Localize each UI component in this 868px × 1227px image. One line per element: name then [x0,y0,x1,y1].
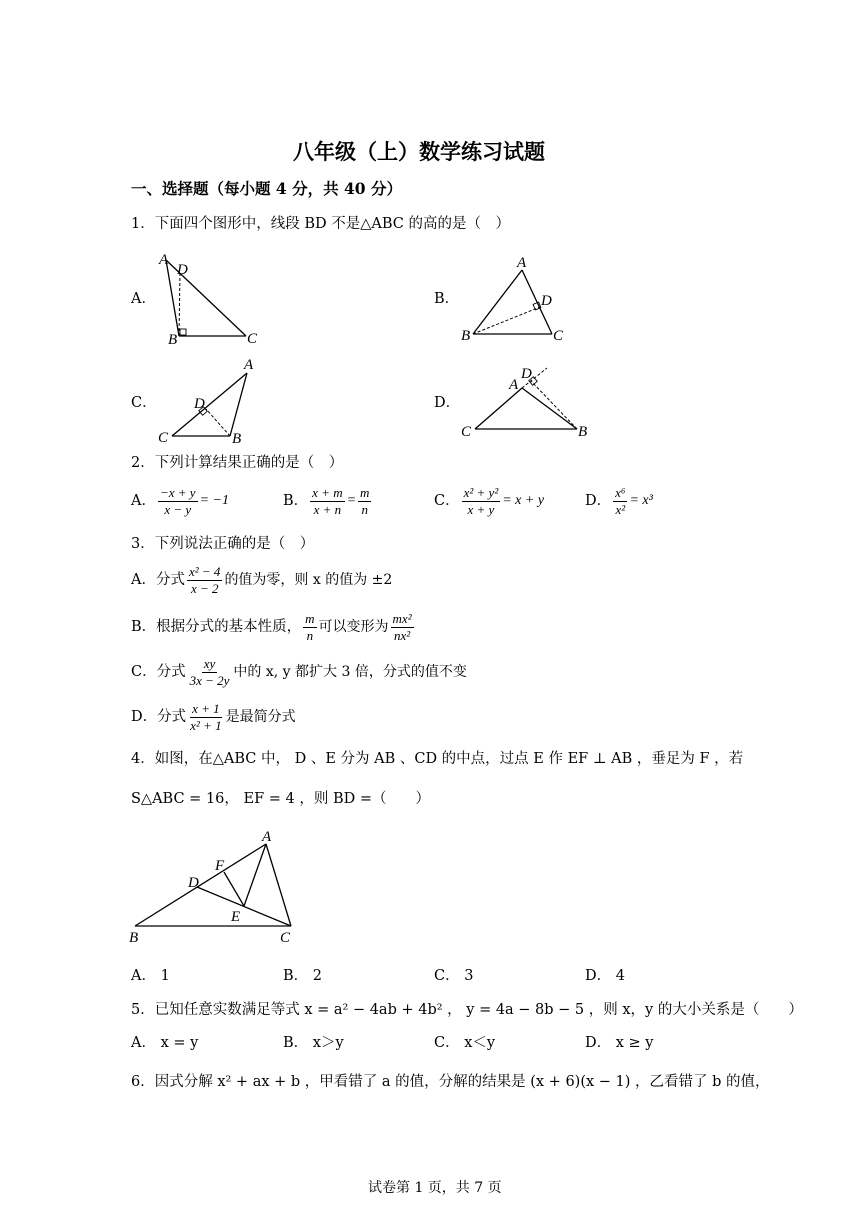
q4-option-b[interactable]: B． 2 [283,968,322,984]
q1-figure-b [455,250,575,350]
q3-option-a[interactable] [131,565,392,595]
question-6-stem: 6．因式分解 x² + ax + b ，甲看错了 a 的值，分解的结果是 (x + 6)(x − 1) ，乙看错了 b 的值， [131,1074,770,1090]
q3c-post: 中的 x, y 都扩大 3 倍，分式的值不变 [233,664,467,681]
q2d-numerator: x⁶ [615,485,626,500]
q2a-rest: = −1 [199,493,229,509]
q1a-label-a: A [159,252,169,268]
q3c-pre: C．分式 [131,663,186,680]
q1d-label-d: D [521,366,532,382]
q1a-label-d: D [177,262,188,278]
q2-option-d[interactable] [585,486,653,516]
q2-option-c[interactable] [434,486,544,516]
q3d-numerator: x + 1 [192,701,220,716]
q2b-label: B． [283,492,309,509]
q2c-label: C． [434,492,460,509]
q5-option-c[interactable]: C． x＜y [434,1035,496,1051]
q4-option-c[interactable]: C． 3 [434,968,474,984]
q2a-fraction [158,486,198,516]
q4-label-d: D [188,875,199,891]
question-4-stem-line-1: 4．如图，在△ABC 中， D 、E 分为 AB 、CD 的中点，过点 E 作 EF ⊥ AB ，垂足为 F ，若 [131,751,744,767]
q1c-label-d: D [194,396,205,412]
q3-option-b[interactable] [131,612,416,642]
q5-option-b[interactable]: B． x＞y [283,1035,344,1051]
q3b-numerator-2: mx² [392,611,412,626]
q1b-label-d: D [541,293,552,309]
q3a-pre: A．分式 [131,571,185,588]
q2b-denominator: x + n [313,501,342,517]
q2b-equals: = [346,493,357,509]
q2c-fraction [462,486,501,516]
page-title: 八年级（上）数学练习试题 [293,139,545,164]
q1b-label-c: C [553,328,564,344]
question-1-stem: 1．下面四个图形中，线段 BD 不是△ABC 的高的是（ ） [131,216,510,232]
q3a-post: 的值为零，则 x 的值为 ±2 [224,572,393,589]
q4-label-f: F [215,858,225,874]
q3b-denominator-2: nx² [393,627,411,643]
q3c-fraction [188,657,232,687]
q3b-mid: 可以变形为 [318,619,389,636]
q2-option-b[interactable] [283,486,373,516]
q1a-label-b: B [168,332,178,348]
q3b-numerator: m [305,611,315,626]
q3a-denominator: x − 2 [190,580,219,596]
q4-label-e: E [231,909,241,925]
q1d-label-b: B [578,424,588,440]
q3c-numerator: xy [203,656,216,671]
q3b-fraction [303,612,316,642]
q1-figure-a [150,250,270,350]
q2-option-a[interactable] [131,486,229,516]
question-2-stem: 2．下列计算结果正确的是（ ） [131,455,344,471]
q1-option-b-label[interactable]: B． [434,291,460,307]
q3a-fraction [187,565,222,595]
q1d-label-c: C [461,424,472,440]
q1c-label-b: B [232,431,242,447]
q3c-denominator: 3x − 2y [189,672,230,688]
q1c-label-a: A [244,357,254,373]
q2d-label: D． [585,492,612,509]
q2a-numerator: −x + y [159,485,196,500]
q4-label-a: A [262,829,272,845]
q1b-label-a: A [517,255,527,271]
q2c-rest: = x + y [502,493,545,509]
q4-option-d[interactable]: D． 4 [585,968,625,984]
q3d-fraction [188,702,223,732]
q5-option-d[interactable]: D． x ≥ y [585,1035,654,1051]
q1c-label-c: C [158,430,169,446]
section-heading: 一、选择题（每小题 4 分，共 40 分） [131,179,402,198]
q5-option-a[interactable]: A． x = y [131,1035,199,1051]
q3b-pre: B．根据分式的基本性质， [131,618,302,635]
q1-option-d-label[interactable]: D． [434,395,461,411]
q1a-label-c: C [247,331,258,347]
q3d-pre: D．分式 [131,708,187,725]
q2b-numerator-2: m [360,485,370,500]
q3b-denominator: n [306,627,314,643]
q3d-post: 是最简分式 [225,709,296,726]
q2b-fraction-2 [358,486,371,516]
q3-option-d[interactable] [131,702,296,732]
q2d-denominator: x² [615,501,626,517]
q1-figure-c [150,355,270,450]
q4-label-b: B [129,930,139,946]
q2c-numerator: x² + y² [463,485,499,500]
q1-option-c-label[interactable]: C． [131,395,157,411]
q2b-numerator: x + m [312,485,343,500]
q1-option-a-label[interactable]: A． [131,291,156,307]
q3b-fraction-2 [391,612,414,642]
q1-figure-d [455,358,605,443]
question-4-stem-line-2: S△ABC = 16， EF = 4 ，则 BD =（ ） [131,791,430,807]
question-5-stem: 5．已知任意实数满足等式 x = a² − 4ab + 4b² ， y = 4a − 8b − 5 ，则 x，y 的大小关系是（ ） [131,1002,803,1018]
q2b-denominator-2: n [361,501,368,517]
q2c-denominator: x + y [467,501,495,517]
q4-option-a[interactable]: A． 1 [131,968,170,984]
q2a-denominator: x − y [164,501,192,517]
q2d-fraction [613,486,627,516]
q2b-fraction [310,486,344,516]
q3d-denominator: x² + 1 [190,717,222,733]
q4-label-c: C [280,930,291,946]
q4-figure [125,828,315,953]
page-footer: 试卷第 1 页，共 7 页 [368,1180,502,1196]
q1b-label-b: B [461,328,471,344]
q2d-rest: = x³ [629,493,653,509]
q3a-numerator: x² − 4 [188,564,221,579]
question-3-stem: 3．下列说法正确的是（ ） [131,536,315,552]
q2a-label: A． [131,492,156,509]
q3-option-c[interactable] [131,657,467,687]
q1d-label-a: A [509,377,519,393]
